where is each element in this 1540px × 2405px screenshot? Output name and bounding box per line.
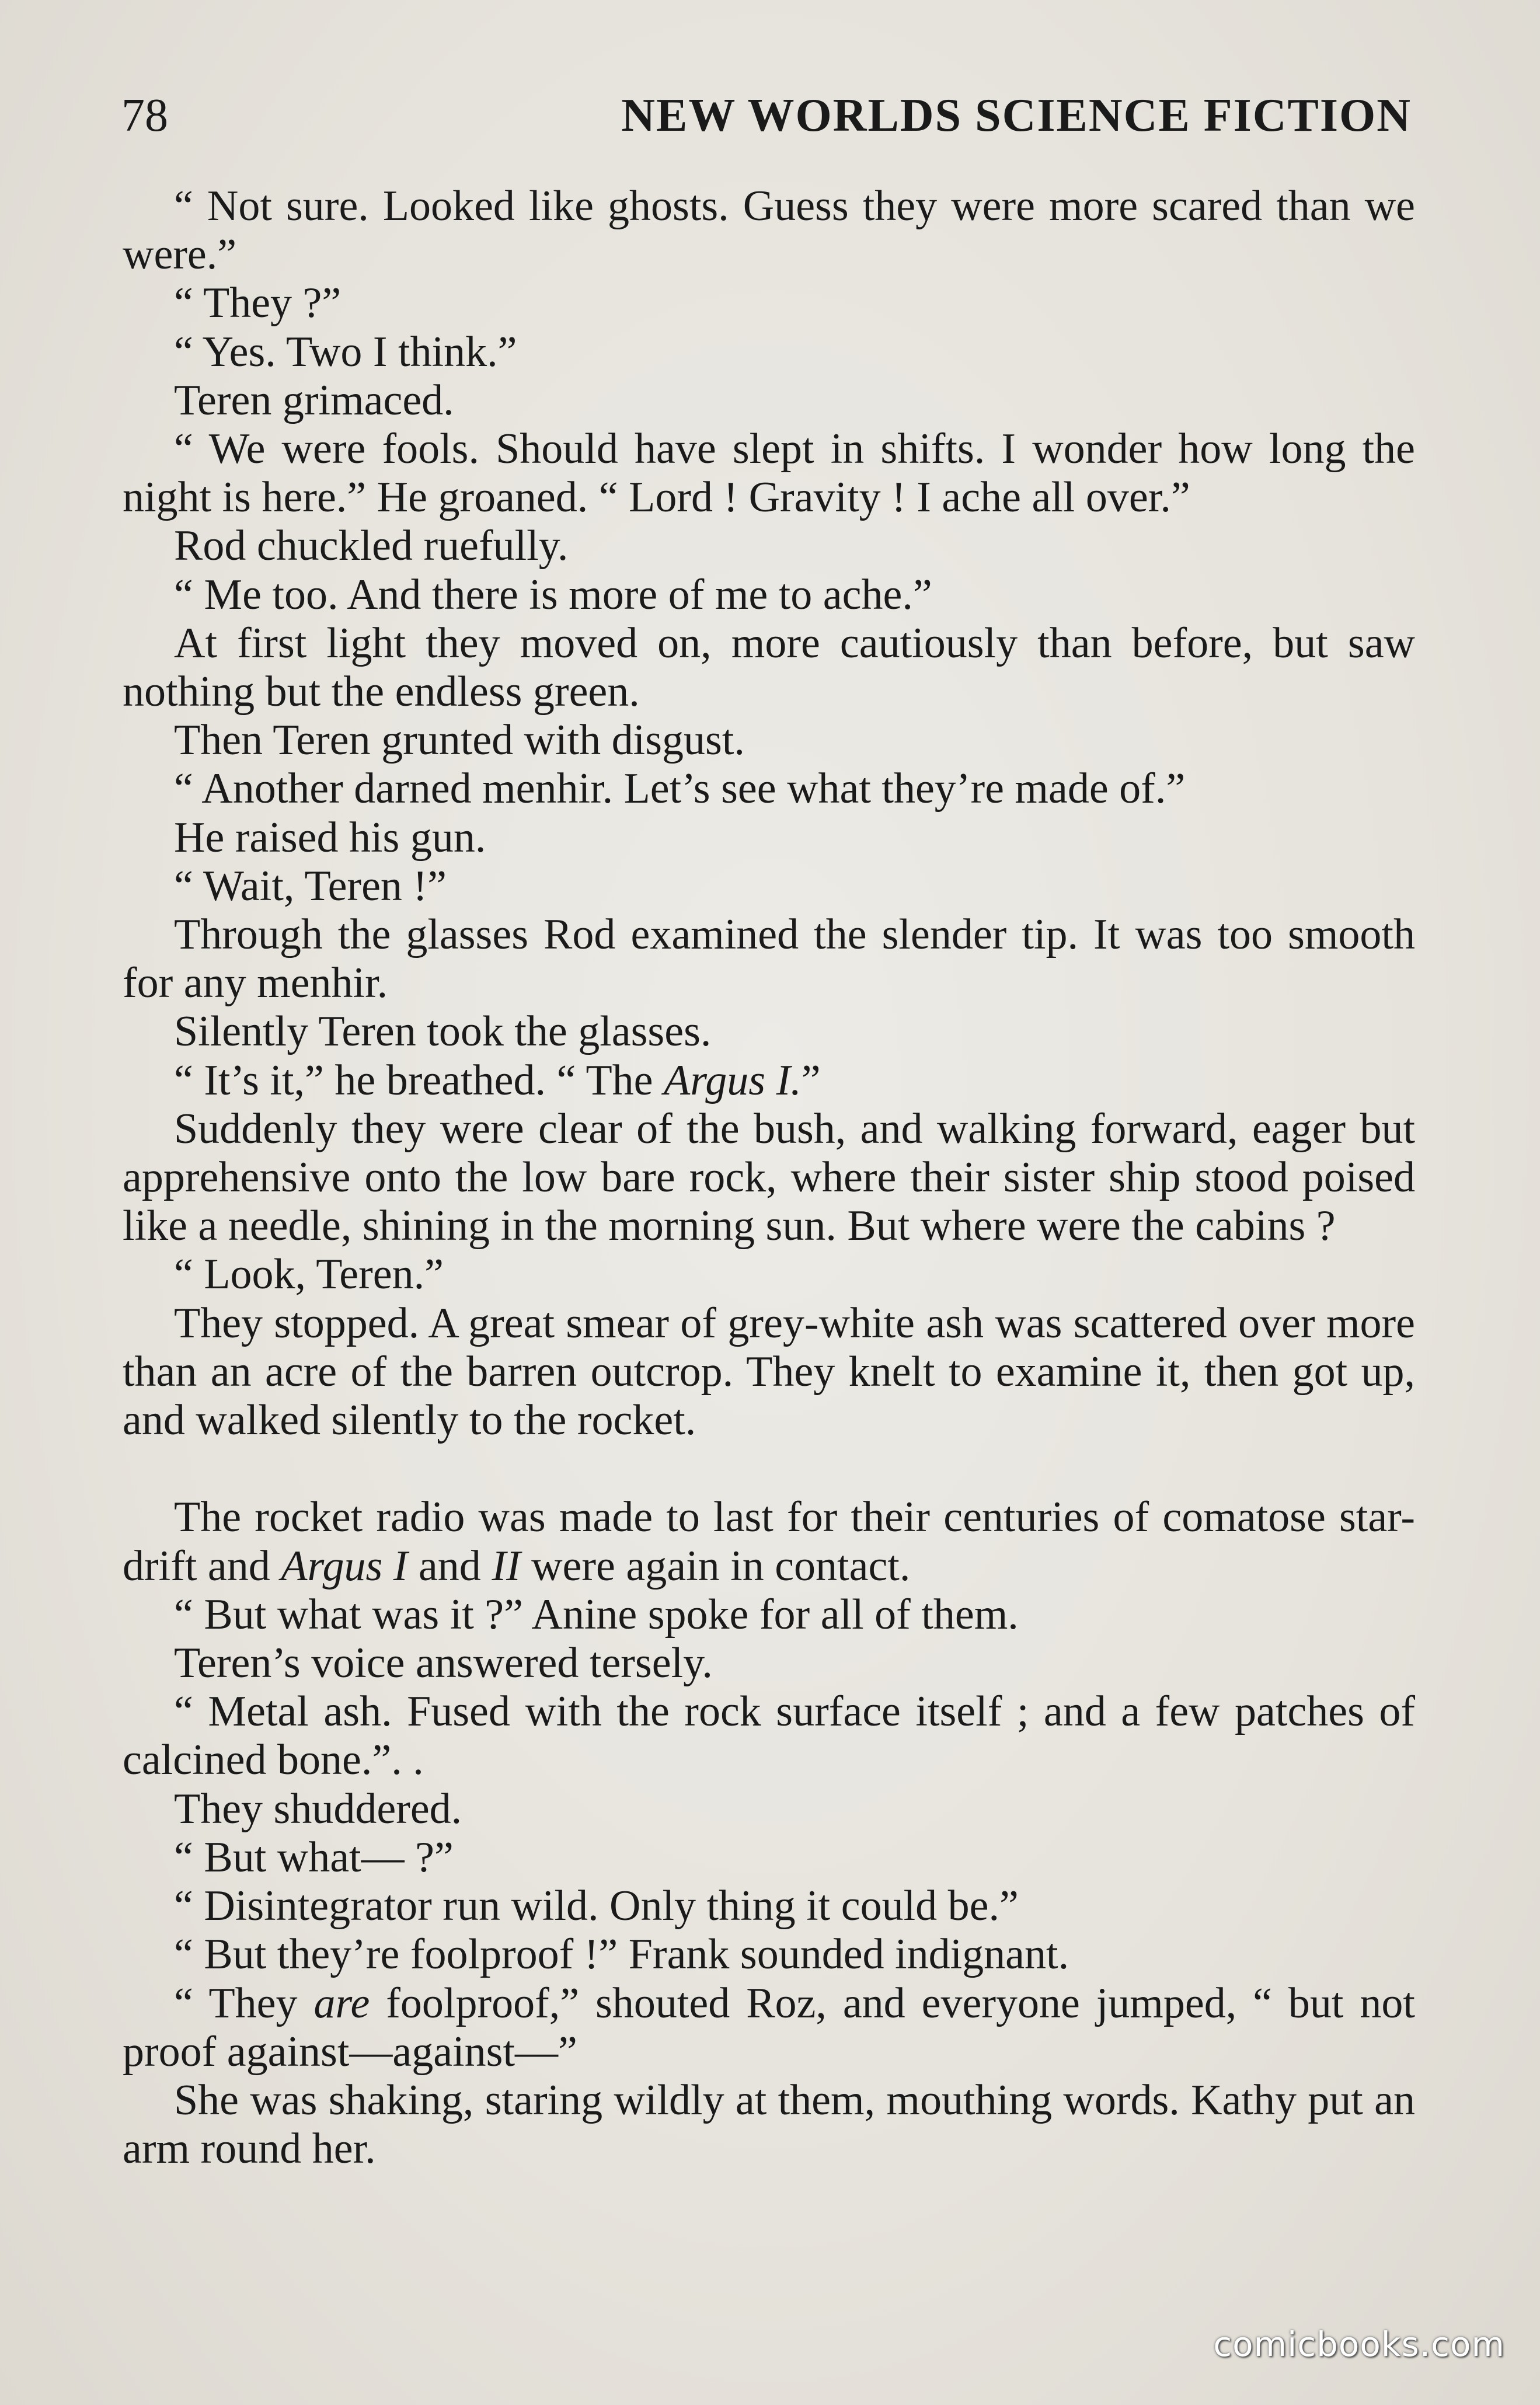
page-header <box>121 86 1412 145</box>
paragraph: “ Metal ash. Fused with the rock surface itself ; and a few patches of calcined bone.”. . <box>123 1688 1415 1784</box>
watermark: comicbooks.com <box>1213 2324 1505 2364</box>
paragraph: “ Not sure. Looked like ghosts. Guess they were more scared than we were.” <box>123 182 1415 279</box>
paragraph: At first light they moved on, more cautiously than before, but saw nothing but the endless green. <box>123 619 1415 716</box>
paragraph-text: foolproof,” shouted Roz, and everyone jumped, “ but not proof against—against—” <box>123 1979 1415 2076</box>
paragraph: Teren’s voice answered tersely. <box>174 1639 713 1688</box>
paragraph: They shuddered. <box>174 1784 462 1833</box>
paragraph: She was shaking, staring wildly at them, mouthing words. Kathy put an arm round her. <box>123 2076 1415 2173</box>
paragraph: “ But they’re foolproof !” Frank sounded indignant. <box>174 1930 1069 1979</box>
paragraph-text: were again in contact. <box>520 1542 911 1590</box>
ship-name: II <box>492 1542 521 1590</box>
paragraph: “ But what— ?” <box>174 1833 454 1881</box>
paragraph-text: ” <box>801 1056 821 1104</box>
paragraph: “ We were fools. Should have slept in shifts. I wonder how long the night is here.” He groaned. “ Lord ! Gravity ! I ache all over.” <box>123 425 1415 522</box>
paragraph-text: “ They <box>174 1979 314 2027</box>
paragraph <box>123 1493 1415 1590</box>
paragraph: “ Another darned menhir. Let’s see what they’re made of.” <box>174 765 1186 813</box>
paragraph: Then Teren grunted with disgust. <box>174 716 745 765</box>
paragraph-text: and <box>407 1542 492 1590</box>
ship-name: Argus I <box>281 1542 408 1590</box>
running-head: NEW WORLDS SCIENCE FICTION <box>621 90 1412 141</box>
paragraph <box>123 1057 1415 1105</box>
paragraph: “ Yes. Two I think.” <box>174 327 517 376</box>
paragraph: He raised his gun. <box>174 813 486 862</box>
paragraph: “ Wait, Teren !” <box>174 862 447 910</box>
paragraph: “ Look, Teren.” <box>174 1250 444 1299</box>
paragraph: Suddenly they were clear of the bush, and walking forward, eager but apprehensive onto the low bare rock, where their sister ship stood poised like a needle, shining in the morning sun. But where were the cabins ? <box>123 1104 1415 1250</box>
paragraph: They stopped. A great smear of grey-white ash was scattered over more than an acre of the barren outcrop. They knelt to examine it, then got up, and walked silently to the rocket. <box>123 1299 1415 1445</box>
paragraph: “ They ?” <box>174 279 342 327</box>
paragraph-text: “ It’s it,” he breathed. “ The <box>174 1056 664 1104</box>
paragraph: “ Me too. And there is more of me to ache.” <box>174 570 932 619</box>
paragraph: Through the glasses Rod examined the slender tip. It was too smooth for any menhir. <box>123 911 1415 1008</box>
paragraph: “ Disintegrator run wild. Only thing it could be.” <box>174 1882 1019 1930</box>
paragraph <box>123 1979 1415 2076</box>
body-text <box>123 182 1415 2173</box>
ship-name: Argus I. <box>664 1056 802 1104</box>
paragraph-text: The rocket radio was made to last for their centuries of comatose star-drift and <box>123 1493 1415 1590</box>
paragraph: “ But what was it ?” Anine spoke for all of them. <box>174 1590 1019 1639</box>
paragraph: Rod chuckled ruefully. <box>174 522 569 570</box>
section-break <box>123 1445 1415 1493</box>
emphasis: are <box>313 1979 370 2027</box>
paragraph: Silently Teren took the glasses. <box>174 1008 712 1056</box>
page-number: 78 <box>121 90 168 141</box>
paragraph: Teren grimaced. <box>174 376 454 424</box>
